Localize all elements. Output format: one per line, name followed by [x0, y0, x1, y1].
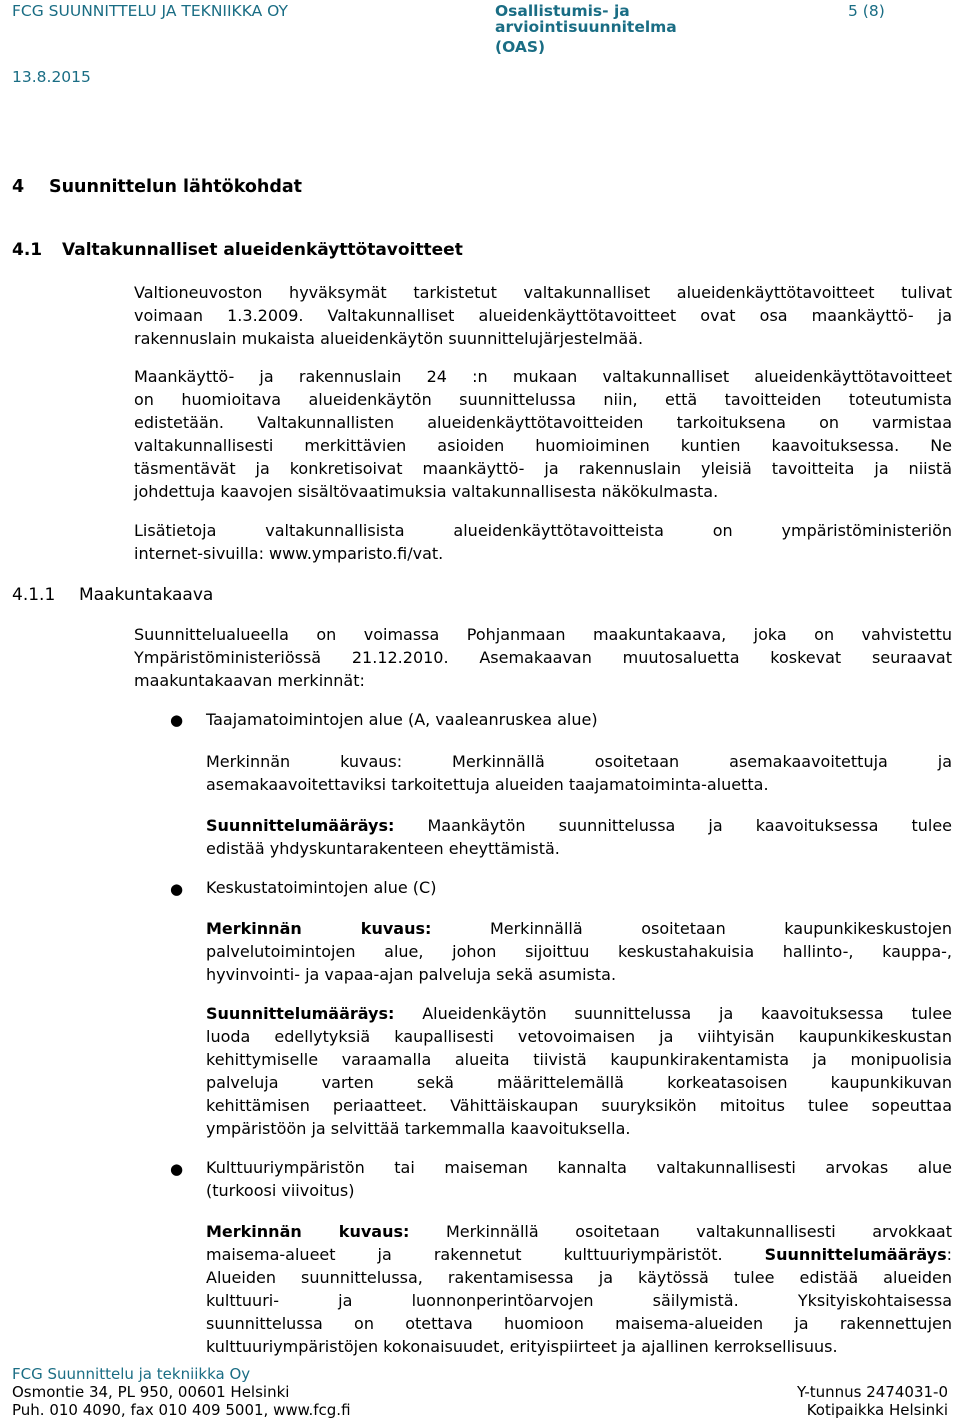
p3-line1: Lisätietoja valtakunnallisista alueidenkäyttötavoitteista on ympäristöministeriön — [134, 521, 952, 540]
header-doc-title-line3: (OAS) — [495, 38, 546, 56]
header-date: 13.8.2015 — [12, 68, 91, 86]
bullet-2-rule-text: Alueidenkäytön suunnittelussa ja kaavoituksessa tulee — [394, 1004, 952, 1023]
footer-company: FCG Suunnittelu ja tekniikka Oy — [12, 1365, 251, 1383]
section-4-number: 4 — [12, 177, 25, 197]
bullet-2-desc-line1 — [206, 918, 952, 941]
bullet-3-desc-label: Merkinnän kuvaus: — [206, 1222, 410, 1241]
p2-line6: johdettuja kaavojen sisältövaatimuksia valtakunnallisesta näkökulmasta. — [134, 482, 719, 501]
bullet-2-title: Keskustatoimintojen alue (C) — [206, 878, 437, 897]
header-company: FCG SUUNNITTELU JA TEKNIIKKA OY — [12, 2, 288, 20]
p4-line2: Ympäristöministeriössä 21.12.2010. Asemakaavan muutosaluetta koskevat seuraavat — [134, 648, 952, 667]
bullet-1-rule-line2: edistää yhdyskuntarakenteen eheyttämistä. — [206, 839, 560, 858]
bullet-3-rule-label: Suunnittelumääräys — [764, 1245, 947, 1264]
bullet-1-rule-text: Maankäytön suunnittelussa ja kaavoituksessa tulee — [394, 816, 952, 835]
bullet-1-rule-label: Suunnittelumääräys: — [206, 816, 395, 835]
footer-contact: Puh. 010 4090, fax 010 409 5001, www.fcg.fi — [12, 1401, 351, 1419]
bullet-2-desc-line3: hyvinvointi- ja vapaa-ajan palveluja sekä asumista. — [206, 965, 617, 984]
section-4-title: Suunnittelun lähtökohdat — [49, 177, 303, 197]
bullet-2-desc-text: Merkinnällä osoitetaan kaupunkikeskustojen — [431, 919, 953, 938]
p1-line1: Valtioneuvoston hyväksymät tarkistetut valtakunnalliset alueidenkäyttötavoitteet tulivat — [134, 283, 952, 302]
bullet-3-desc-line6: kulttuuriympäristöjen kokonaisuudet, erityispiirteet ja ajallinen kerroksellisuus. — [206, 1337, 838, 1356]
p2-line2: on huomioitava alueidenkäytön suunnittelussa niin, että tavoitteiden toteutumista — [134, 390, 952, 409]
bullet-3-rule-colon: : — [946, 1245, 952, 1264]
bullet-3-desc-line1 — [206, 1221, 952, 1244]
bullet-2-desc-label: Merkinnän kuvaus: — [206, 919, 432, 938]
bullet-icon: ● — [170, 711, 184, 729]
bullet-3-desc-text: Merkinnällä osoitetaan valtakunnallisesti arvokkaat — [409, 1222, 953, 1241]
bullet-1-desc-line2: asemakaavoitettaviksi tarkoitettuja alueiden taajamatoiminta-aluetta. — [206, 775, 769, 794]
bullet-icon: ● — [170, 1160, 184, 1178]
footer-ytunnus: Y-tunnus 2474031-0 — [796, 1383, 948, 1401]
bullet-2-rule-line4: palveluja varten sekä määrittelemällä korkeatasoisen kaupunkikuvan — [206, 1073, 952, 1092]
p4-line3: maakuntakaavan merkinnät: — [134, 671, 365, 690]
p2-line3: edistetään. Valtakunnallisten alueidenkäyttötavoitteiden tarkoituksena on varmistaa — [134, 413, 952, 432]
bullet-1-rule-line1 — [206, 815, 952, 838]
p3-line2: internet-sivuilla: www.ymparisto.fi/vat. — [134, 544, 444, 563]
bullet-1-desc-line1: Merkinnän kuvaus: Merkinnällä osoitetaan asemakaavoitettuja ja — [206, 752, 952, 771]
header-page-number: 5 (8) — [848, 2, 885, 20]
footer-address: Osmontie 34, PL 950, 00601 Helsinki — [12, 1383, 290, 1401]
p1-line3: rakennuslain mukaista alueidenkäytön suunnittelujärjestelmää. — [134, 329, 644, 348]
bullet-3-desc-line2 — [206, 1244, 952, 1267]
bullet-3-title-line2: (turkoosi viivoitus) — [206, 1181, 355, 1200]
bullet-2-rule-line2: luoda edellytyksiä kaupallisesti vetovoimaisen ja viihtyisän kaupunkikeskustan — [206, 1027, 952, 1046]
bullet-2-desc-line2: palvelutoimintojen alue, johon sijoittuu keskustahakuisia hallinto-, kauppa-, — [206, 942, 952, 961]
section-4-1-title: Valtakunnalliset alueidenkäyttötavoitteet — [62, 240, 463, 260]
bullet-2-rule-label: Suunnittelumääräys: — [206, 1004, 395, 1023]
section-4-1-1-number: 4.1.1 — [12, 585, 56, 605]
p2-line1: Maankäyttö- ja rakennuslain 24 :n mukaan valtakunnalliset alueidenkäyttötavoitteet — [134, 367, 952, 386]
bullet-icon: ● — [170, 880, 184, 898]
footer-domicile: Kotipaikka Helsinki — [806, 1401, 948, 1419]
bullet-1-title: Taajamatoimintojen alue (A, vaaleanruskea alue) — [206, 710, 598, 729]
header-doc-title-line1: Osallistumis- ja — [495, 2, 630, 20]
bullet-3-desc-line2-text: maisema-alueet ja rakennetut kulttuuriympäristöt. — [206, 1245, 765, 1264]
bullet-2-rule-line3: kehittymiselle varaamalla alueita tiivistä kaupunkirakentamista ja monipuolisia — [206, 1050, 952, 1069]
bullet-3-desc-line5: suunnittelussa on otettava huomioon maisema-alueiden ja rakennettujen — [206, 1314, 952, 1333]
p2-line4: valtakunnallisesti merkittävien asioiden huomioiminen kuntien kaavoituksessa. Ne — [134, 436, 952, 455]
bullet-3-desc-line3: Alueiden suunnittelussa, rakentamisessa ja käytössä tulee edistää alueiden — [206, 1268, 952, 1287]
header-doc-title-line2: arviointisuunnitelma — [495, 18, 677, 36]
p2-line5: täsmentävät ja konkretisoivat maankäyttö- ja rakennuslain yleisiä tavoitteita ja niistä — [134, 459, 952, 478]
p1-line2: voimaan 1.3.2009. Valtakunnalliset alueidenkäyttötavoitteet ovat osa maankäyttö- ja — [134, 306, 952, 325]
bullet-2-rule-line1 — [206, 1003, 952, 1026]
bullet-2-rule-line6: ympäristöön ja selvittää tarkemmalla kaavoituksella. — [206, 1119, 631, 1138]
section-4-1-1-title: Maakuntakaava — [79, 585, 214, 605]
bullet-3-desc-line4: kulttuuri- ja luonnonperintöarvojen säilymistä. Yksityiskohtaisessa — [206, 1291, 952, 1310]
bullet-2-rule-line5: kehittämisen periaatteet. Vähittäiskaupan suuryksikön mitoitus tulee sopeuttaa — [206, 1096, 952, 1115]
section-4-1-number: 4.1 — [12, 240, 43, 260]
bullet-3-title-line1: Kulttuuriympäristön tai maiseman kannalta valtakunnallisesti arvokas alue — [206, 1158, 952, 1177]
p4-line1: Suunnittelualueella on voimassa Pohjanmaan maakuntakaava, joka on vahvistettu — [134, 625, 952, 644]
